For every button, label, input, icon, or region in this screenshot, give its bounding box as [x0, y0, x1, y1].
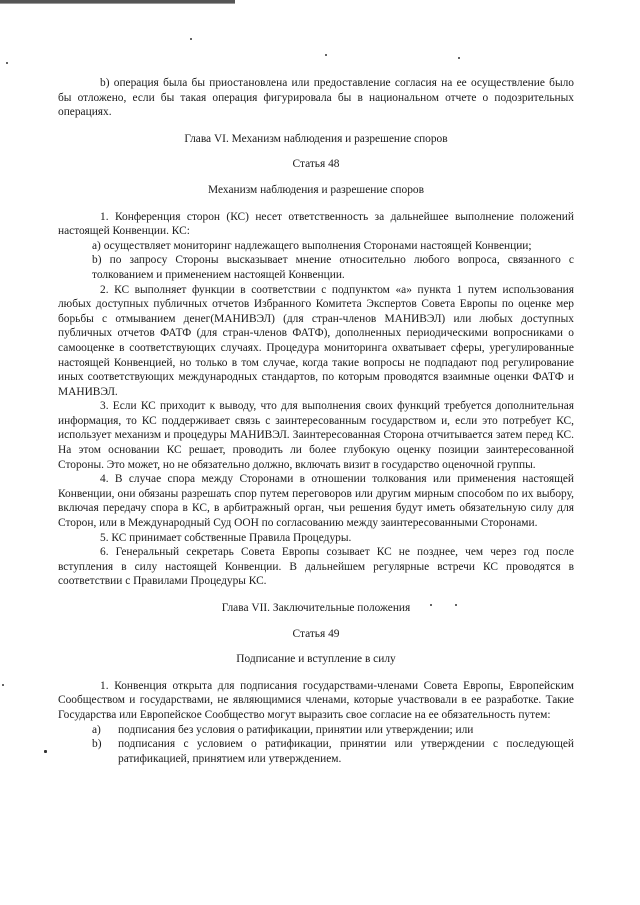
- paragraph-49-1a: подписания без условия о ратификации, принятии или утверждении; или: [118, 723, 474, 736]
- document-page: [58, 76, 574, 766]
- paragraph-48-5: 5. КС принимает собственные Правила Процедуры.: [100, 531, 352, 544]
- list-marker: b): [92, 738, 102, 751]
- paragraph-49-1: 1. Конвенция открыта для подписания государствами-членами Совета Европы, Европейским Сообществом и государствами, не являющимися членами, которые участвовали в ее разработке. Такие Государства или Европейское Сообщество могут выразить свое согласие на ее обязательность путем:: [58, 679, 574, 721]
- list-marker: a): [92, 723, 101, 736]
- article-48-number: Статья 48: [292, 158, 340, 171]
- paragraph-item-b-prev: b) операция была бы приостановлена или предоставление согласия на ее осуществление было бы отложено, если бы такая операция фигурировала бы в национальном отчете о подозрительных операциях.: [58, 77, 574, 119]
- paragraph-48-4: 4. В случае спора между Сторонами в отношении толкования или применения настоящей Конвенции, они обязаны разрешать спор путем переговоров или другим мирным способом по их выбору, включая передачу спора в КС, в арбитражный орган, чьи решения будут иметь обязательную силу для Сторон, или в Международный Суд ООН по согласованию между заинтересованными Сторонами.: [58, 473, 574, 530]
- paragraph-48-2: 2. КС выполняет функции в соответствии с подпунктом «а» пункта 1 путем использования любых доступных публичных отчетов Избранного Комитета Экспертов Совета Европы по оценке мер борьбы с отмыванием денег(МАНИВЭЛ) (для стран-членов МАНИВЭЛ) или любых доступных публичных отчетов ФАТФ (для стран-членов ФАТФ), дополненных периодическими вопросниками о самооценке в соответствующих случаях. Процедура мониторинга охватывает сферы, урегулированные настоящей Конвенцией, но только в том случае, когда такие вопросы не подпадают под регулирование иных соответствующих международных стандартов, по которым проводятся взаимные оценки ФАТФ и МАНИВЭЛ.: [58, 283, 574, 398]
- paragraph-48-1: 1. Конференция сторон (КС) несет ответственность за дальнейшее выполнение положений настоящей Конвенции. КС:: [58, 210, 574, 238]
- chapter-6-heading: Глава VI. Механизм наблюдения и разрешение споров: [184, 132, 448, 145]
- scan-speck: [2, 684, 4, 686]
- article-49-title: Подписание и вступление в силу: [236, 653, 396, 666]
- paragraph-48-3: 3. Если КС приходит к выводу, что для выполнения своих функций требуется дополнительная информация, то КС поддерживает связь с заинтересованным государством и, если это потребует КС, использует механизм и процедуры МАНИВЭЛ. Заинтересованная Сторона отчитывается затем перед КС. На этом основании КС решает, проводить ли более глубокую оценку позиции заинтересованной Стороны. Это может, но не обязательно должно, включать визит в государство оценочной группы.: [58, 400, 574, 471]
- paragraph-48-1b: b) по запросу Стороны высказывает мнение относительно любого вопроса, связанного с толкованием и применением настоящей Конвенции.: [92, 254, 574, 281]
- scan-speck: [190, 38, 192, 40]
- chapter-7-heading: Глава VII. Заключительные положения: [221, 602, 411, 614]
- list-item: [58, 737, 574, 766]
- scan-speck: [6, 62, 8, 64]
- paragraph-48-6: 6. Генеральный секретарь Совета Европы созывает КС не позднее, чем через год после вступления в силу настоящей Конвенции. В дальнейшем регулярные встречи КС проводятся в соответствии с Правилами Процедуры КС.: [58, 546, 574, 588]
- scan-speck: [458, 57, 460, 59]
- scan-speck: [325, 54, 327, 56]
- article-49-number: Статья 49: [292, 627, 340, 640]
- article-48-title: Механизм наблюдения и разрешение споров: [208, 183, 424, 196]
- paragraph-49-1b: подписания с условием о ратификации, принятии или утверждении с последующей ратификацией, принятием или утверждением.: [118, 738, 574, 765]
- paragraph-48-1a: a) осуществляет мониторинг надлежащего выполнения Сторонами настоящей Конвенции;: [92, 239, 532, 252]
- scan-speck: [44, 750, 47, 753]
- list-item: [58, 723, 574, 738]
- scan-artifact-top: [0, 0, 235, 8]
